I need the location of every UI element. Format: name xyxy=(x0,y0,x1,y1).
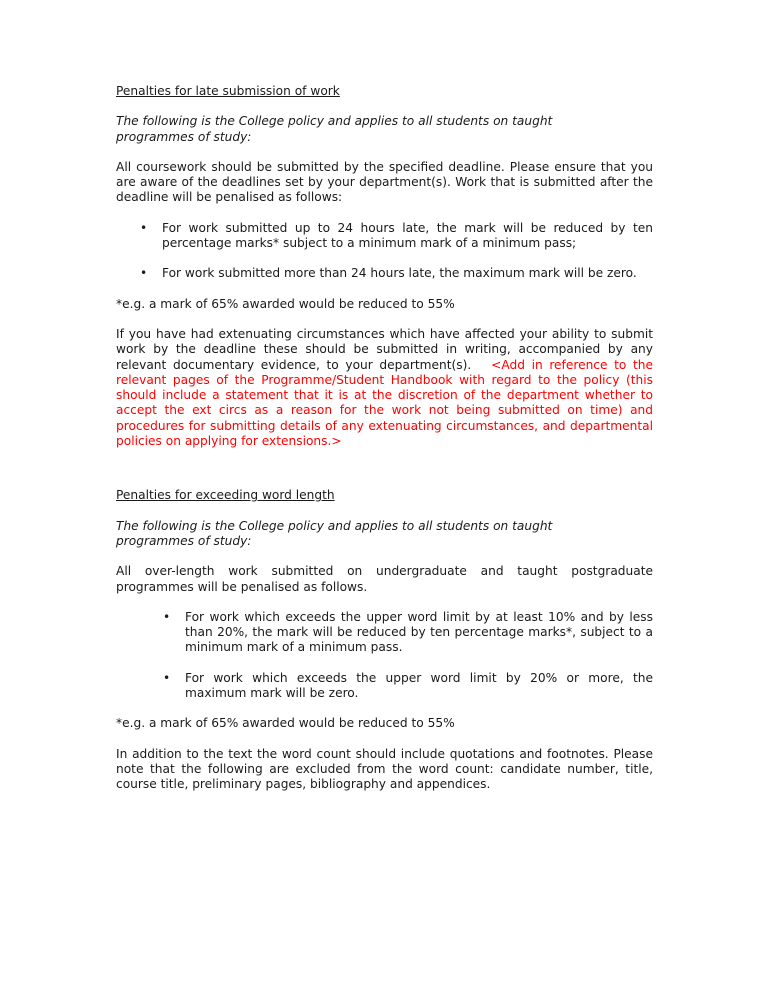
list-item xyxy=(116,610,653,656)
section-word-length xyxy=(116,488,653,792)
document-page xyxy=(116,84,657,808)
section-late-submission xyxy=(116,84,657,449)
word-count-paragraph: In addition to the text the word count should include quotations and footnotes. Please note that the following are excluded from the word count: candidate number, title, course title, preliminary pages, bibliography and appendices. xyxy=(116,746,653,792)
list-item-text: For work submitted more than 24 hours late, the maximum mark will be zero. xyxy=(162,266,637,281)
penalty-list xyxy=(116,610,653,701)
footnote: *e.g. a mark of 65% awarded would be reduced to 55% xyxy=(116,296,455,311)
section-spacer xyxy=(116,464,653,488)
bullet-icon: • xyxy=(140,266,148,281)
section-heading: Penalties for exceeding word length xyxy=(116,488,335,503)
policy-intro: The following is the College policy and applies to all students on taught programmes of study: xyxy=(116,114,553,144)
list-item xyxy=(116,266,653,281)
bullet-icon: • xyxy=(163,670,171,685)
list-item-text: For work submitted up to 24 hours late, the mark will be reduced by ten percentage marks* subject to a minimum mark of a minimum pass; xyxy=(162,220,653,251)
list-item xyxy=(116,221,653,252)
placeholder-instruction: <Add in reference to the relevant pages of the Programme/Student Handbook with regard to the policy (this should include a statement that it is at the discretion of the department whether to accept the ext circs as a reason for the work not being submitted on time) and procedures for submitting details of any extenuating circumstances, and departmental policies on applying for extensions.> xyxy=(116,357,657,449)
list-item-text: For work which exceeds the upper word limit by 20% or more, the maximum mark will be zero. xyxy=(185,670,653,701)
policy-paragraph: All coursework should be submitted by the specified deadline. Please ensure that you are aware of the deadlines set by your department(s). Work that is submitted after the deadline will be penalised as follows: xyxy=(116,159,653,205)
penalty-list xyxy=(116,221,653,282)
bullet-icon: • xyxy=(140,220,148,235)
bullet-icon: • xyxy=(163,609,171,624)
paragraph-text: If you have had extenuating circumstances which have affected your ability to submit work by the deadline these should be submitted in writing, accompanied by any relevant documentary evidence, to your department(s). xyxy=(116,326,657,372)
section-heading: Penalties for late submission of work xyxy=(116,84,340,98)
policy-intro: The following is the College policy and applies to all students on taught programmes of study: xyxy=(116,518,553,548)
list-item xyxy=(116,671,653,702)
footnote: *e.g. a mark of 65% awarded would be reduced to 55% xyxy=(116,716,455,731)
policy-paragraph: All over-length work submitted on undergraduate and taught postgraduate programmes will be penalised as follows. xyxy=(116,564,653,594)
extenuating-circumstances-paragraph xyxy=(116,326,657,449)
list-item-text: For work which exceeds the upper word limit by at least 10% and by less than 20%, the mark will be reduced by ten percentage marks*, subject to a minimum mark of a minimum pass. xyxy=(185,609,653,655)
